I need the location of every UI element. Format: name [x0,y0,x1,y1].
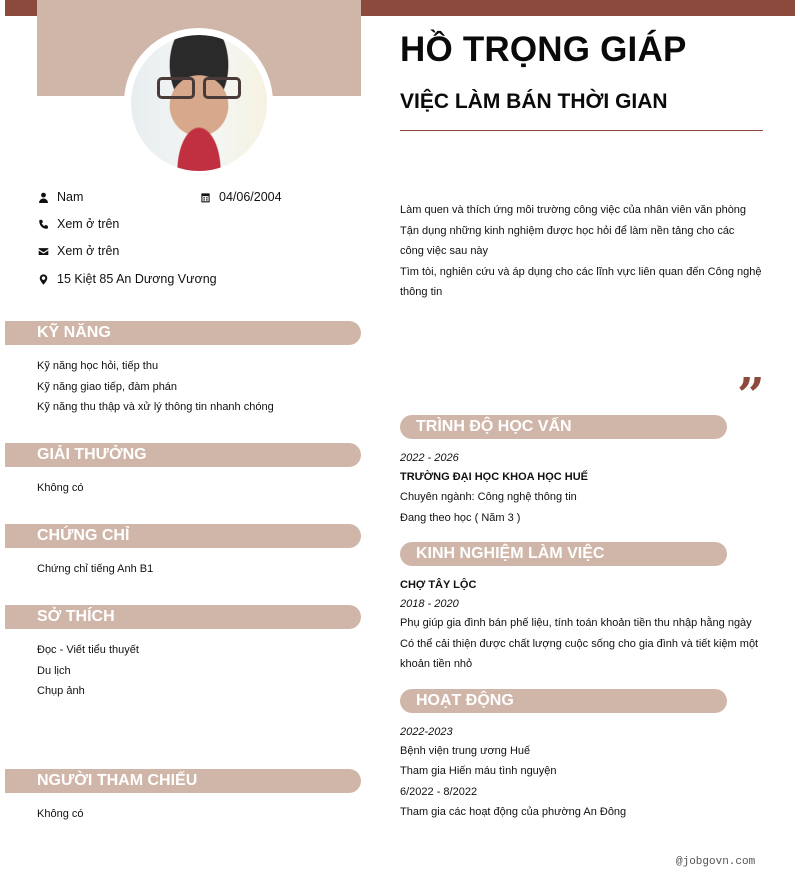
section-header-references: NGƯỜI THAM CHIẾU [5,769,361,793]
avatar-glasses [157,77,241,99]
title-divider [400,130,763,131]
list-item: Du lịch [37,664,71,677]
certificates-list [37,559,153,580]
awards-list [37,478,83,499]
education-major: Chuyên ngành: Công nghệ thông tin [400,491,577,503]
envelope-icon [37,245,49,257]
list-item: Chứng chỉ tiếng Anh B1 [37,563,154,575]
contact-email: Xem ở trên [37,244,119,258]
objective-item: Tận dụng những kinh nghiệm được học hỏi để làm nền tảng cho các công việc sau này [400,224,735,257]
calendar-icon [199,191,211,203]
section-header-education: TRÌNH ĐỘ HỌC VẤN [400,415,727,439]
list-item: Không có [37,482,84,494]
education-block [400,449,588,529]
activities-block [400,723,626,823]
section-header-experience: KINH NGHIỆM LÀM VIỆC [400,542,727,566]
hobbies-list [37,640,139,702]
phone-icon [37,218,49,230]
candidate-name: HỒ TRỌNG GIÁP [400,30,687,69]
career-objective [400,200,770,303]
activity-period: 6/2022 - 8/2022 [400,785,478,798]
experience-block [400,576,770,675]
activity-org: Bệnh viện trung ương Huế [400,745,531,757]
list-item: Chụp ảnh [37,685,85,697]
map-pin-icon [37,273,49,285]
list-item: Đọc - Viết tiểu thuyết [37,644,139,656]
section-header-activities: HOẠT ĐỘNG [400,689,727,713]
contact-gender: Nam [37,190,83,204]
contact-birthdate: 04/06/2004 [199,190,282,204]
watermark: @jobgovn.com [676,856,756,868]
experience-company: CHỢ TÂY LỘC [400,579,477,591]
quote-icon: ” [737,368,761,424]
education-period: 2022 - 2026 [400,452,459,464]
user-icon [37,191,49,203]
activity-desc: Tham gia các hoạt động của phường An Đông [400,806,627,818]
avatar [131,35,267,171]
experience-desc: Phụ giúp gia đình bán phế liệu, tính toán khoản tiền thu nhập hằng ngày [400,617,752,629]
education-school: TRƯỜNG ĐẠI HỌC KHOA HỌC HUẾ [400,471,588,483]
list-item: Kỹ năng giao tiếp, đàm phán [37,380,178,393]
activity-desc: Tham gia Hiến máu tình nguyện [400,765,557,777]
experience-desc: Có thể cải thiện được chất lượng cuộc sống cho gia đình và tiết kiệm một khoản tiền nhỏ [400,637,759,670]
experience-period: 2018 - 2020 [400,598,459,610]
list-item: Không có [37,808,84,820]
section-header-skills: KỸ NĂNG [5,321,361,345]
contact-address: 15 Kiệt 85 An Dương Vương [37,272,217,286]
job-title: VIỆC LÀM BÁN THỜI GIAN [400,90,668,113]
section-header-awards: GIẢI THƯỞNG [5,443,361,467]
activity-period: 2022-2023 [400,726,453,738]
education-status: Đang theo học ( Năm 3 ) [400,512,521,524]
objective-item: Tìm tòi, nghiên cứu và áp dụng cho các lĩnh vực liên quan đến Công nghệ thông tin [400,265,762,298]
section-header-certificates: CHỨNG CHỈ [5,524,361,548]
references-list [37,804,83,825]
contact-phone: Xem ở trên [37,217,119,231]
list-item: Kỹ năng thu thập và xử lý thông tin nhanh chóng [37,401,274,413]
skills-list [37,356,274,418]
objective-item: Làm quen và thích ứng môi trường công việc của nhân viên văn phòng [400,204,747,216]
list-item: Kỹ năng học hỏi, tiếp thu [37,360,159,372]
section-header-hobbies: SỞ THÍCH [5,605,361,629]
